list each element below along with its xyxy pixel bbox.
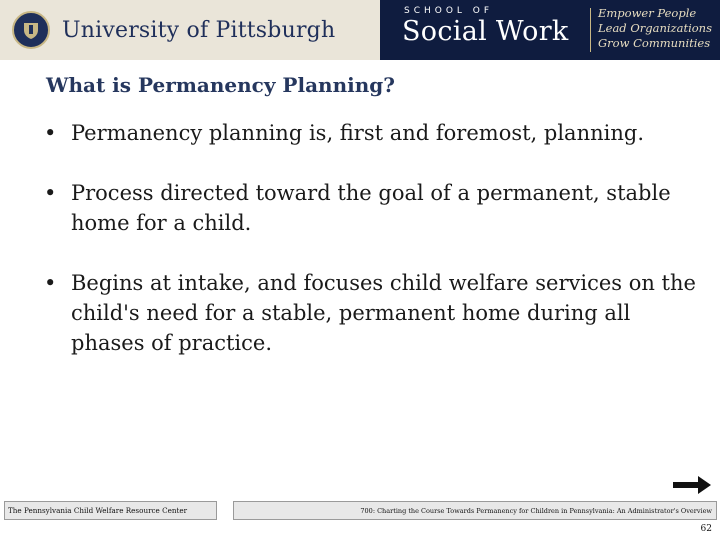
- university-name: University of Pittsburgh: [62, 17, 336, 43]
- bullet-text: Begins at intake, and focuses child welfare services on the child's need for a stable, permanent home during all phases of practice.: [71, 271, 696, 355]
- university-seal-icon: [12, 11, 50, 49]
- bullet-item: [44, 118, 704, 148]
- bullet-list: [44, 118, 704, 358]
- slide-header: [0, 0, 720, 60]
- next-slide-button[interactable]: [672, 474, 712, 496]
- arrow-right-icon: [672, 474, 712, 496]
- bullet-marker: •: [44, 271, 57, 295]
- social-work-wordmark: Social Work: [402, 16, 569, 47]
- school-tagline: [598, 6, 712, 51]
- school-banner: [380, 0, 720, 60]
- header-divider: [590, 8, 591, 52]
- slide-title: What is Permanency Planning?: [46, 73, 395, 97]
- bullet-item: [44, 178, 704, 238]
- tagline-line: Lead Organizations: [598, 21, 712, 35]
- footer-course-title: 700: Charting the Course Towards Permanency for Children in Pennsylvania: An Administrator's Overview: [233, 501, 717, 520]
- tagline-line: Empower People: [598, 6, 697, 20]
- bullet-item: [44, 268, 704, 358]
- bullet-marker: •: [44, 121, 57, 145]
- bullet-text: Process directed toward the goal of a permanent, stable home for a child.: [71, 181, 671, 235]
- university-banner: [0, 0, 380, 60]
- school-of-label: SCHOOL OF: [404, 6, 494, 16]
- footer-organization: The Pennsylvania Child Welfare Resource Center: [4, 501, 217, 520]
- bullet-marker: •: [44, 181, 57, 205]
- tagline-line: Grow Communities: [598, 36, 711, 50]
- page-number: 62: [700, 524, 712, 534]
- bullet-text: Permanency planning is, first and foremost, planning.: [71, 121, 644, 145]
